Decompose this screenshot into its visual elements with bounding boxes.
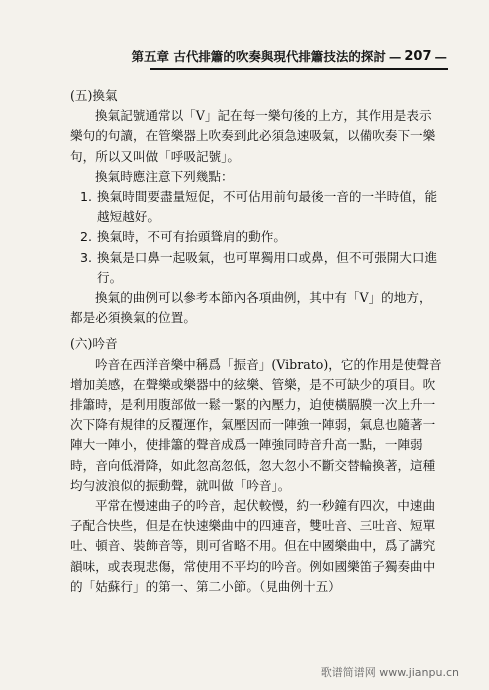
vibrato-paragraph-1: 吟音在西洋音樂中稱爲「振音」(Vibrato)，它的作用是使聲音增加美感，在聲樂或樂器中的絃樂、管樂，是不可缺少的項目。吹排簫時，是利用腹部做一鬆一緊的內壓力，迫使橫膈膜一次上升一次下降有規律的反覆運作，氣壓因而一陣強一陣弱，氣息也隨著一陣大一陣小，使排簫的聲音成爲一陣強同時音升高一點，一陣弱時，音向低滑降，如此忽高忽低，忽大忽小不斷交替輪換著，這種均勻波浪似的振動聲，就叫做「吟音」。	[70, 356, 442, 493]
list-item-text: 換氣是口鼻一起吸氣，也可單獨用口或鼻，但不可張開大口進行。	[97, 249, 438, 285]
section-heading-vibrato: (六)吟音	[70, 336, 118, 352]
list-item	[70, 187, 442, 227]
list-item-text: 換氣時間要盡量短促，不可佔用前句最後一音的一半時值，能越短越好。	[97, 189, 438, 225]
site-watermark: 歌谱简谱网 www.jianpu.cn	[320, 666, 459, 679]
header-rule	[150, 68, 448, 70]
breathing-points-intro: 換氣時應注意下列幾點：	[95, 168, 234, 184]
page-number: 207	[404, 48, 432, 64]
breathing-intro-paragraph: 換氣記號通常以「V」記在每一樂句後的上方，其作用是表示樂句的句讀，在管樂器上吹奏到此必須急速吸氣，以備吹奏下一樂句，所以又叫做「呼吸記號」。	[70, 108, 436, 164]
list-item-text: 換氣時，不可有抬頭聳肩的動作。	[97, 229, 286, 245]
chapter-title: 第五章 古代排簫的吹奏與現代排簫技法的探討	[131, 49, 386, 64]
page-body	[70, 86, 442, 597]
list-item-number: 3.	[80, 249, 93, 265]
running-header	[131, 44, 450, 68]
list-item	[70, 248, 442, 288]
list-item-number: 2.	[80, 229, 93, 245]
list-item	[70, 227, 442, 247]
vibrato-paragraph-2: 平常在慢速曲子的吟音，起伏較慢，約一秒鐘有四次，中速曲子配合快些，但是在快速樂曲中的四連音，雙吐音、三吐音、短單吐、頓音、裝飾音等，則可省略不用。但在中國樂曲中，爲了講究韻味，或表現悲傷，常使用不平均的吟音。例如國樂笛子獨奏曲中的「姑蘇行」的第一、第二小節。（見曲例十五）	[70, 498, 436, 594]
page-number-dash-left: —	[388, 48, 402, 64]
list-item-number: 1.	[80, 189, 93, 205]
section-heading-breathing: (五)換氣	[70, 88, 118, 103]
breathing-closing-paragraph: 換氣的曲例可以參考本節內各項曲例，其中有「V」的地方，都是必須換氣的位置。	[70, 290, 432, 326]
page-number-dash-right: —	[434, 48, 447, 64]
